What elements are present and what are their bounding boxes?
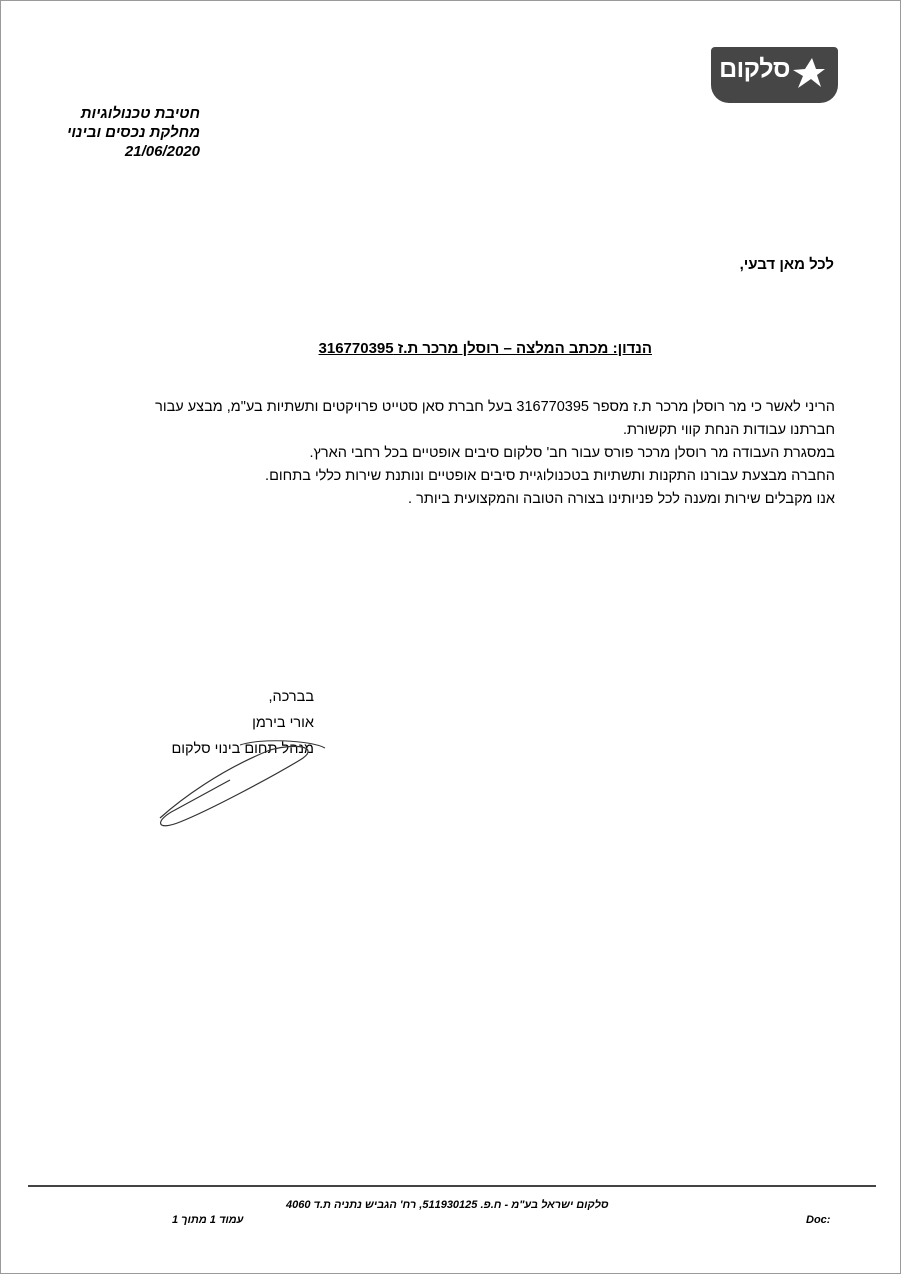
letter-date: 21/06/2020 [124, 143, 200, 160]
division-name: חטיבת טכנולוגיות [80, 105, 200, 122]
page-number: עמוד 1 מתוך 1 [172, 1214, 244, 1226]
body-line: החברה מבצעת עבורנו התקנות ותשתיות בטכנולוגיית סיבים אופטיים ונותנת שירות כללי בתחום. [265, 468, 835, 484]
body-line: אנו מקבלים שירות ומענה לכל פניותינו בצורה הטובה והמקצועית ביותר . [408, 491, 835, 507]
handwritten-signature [150, 740, 330, 830]
doc-label: Doc: [806, 1214, 831, 1226]
cellcom-logo [711, 47, 838, 103]
logo-text: סלקום [719, 55, 790, 83]
subject-line: הנדון: מכתב המלצה – רוסלן מרכר ת.ז 316770395 [318, 340, 652, 357]
salutation: לכל מאן דבעי, [739, 256, 834, 273]
signer-title: מנהל תחום בינוי סלקום [171, 741, 314, 757]
department-name: מחלקת נכסים ובינוי [66, 124, 200, 141]
body-line: הריני לאשר כי מר רוסלן מרכר ת.ז מספר 316770395 בעל חברת סאן סטייט פרויקטים ותשתיות בע"מ, מבצע עבור [155, 399, 835, 415]
letter-body [75, 396, 835, 511]
body-line: במסגרת העבודה מר רוסלן מרכר פורס עבור חב' סלקום סיבים אופטיים בכל רחבי הארץ. [309, 445, 835, 461]
footer-address: סלקום ישראל בע"מ - ח.פ. 511930125, רח' הגביש נתניה ת.ד 4060 [286, 1199, 609, 1211]
letter-header [48, 104, 200, 161]
signer-name: אורי בירמן [252, 715, 314, 731]
star-icon [790, 57, 826, 89]
body-line: חברתנו עבודות הנחת קווי תקשורת. [622, 422, 835, 438]
closing-greeting: בברכה, [268, 689, 314, 705]
footer-divider [28, 1185, 876, 1187]
